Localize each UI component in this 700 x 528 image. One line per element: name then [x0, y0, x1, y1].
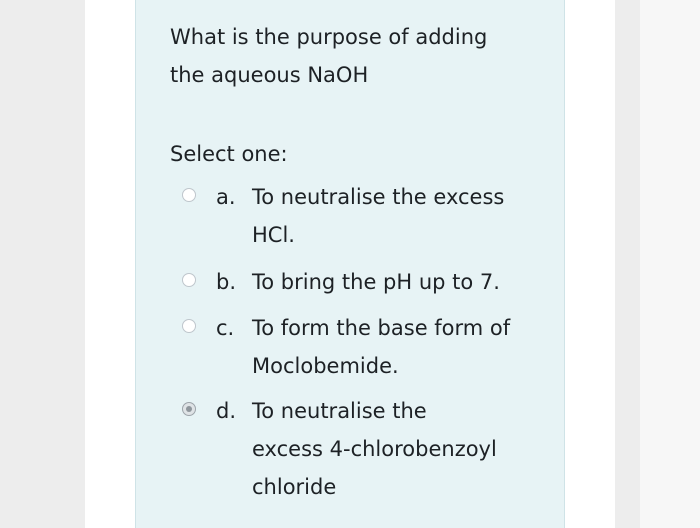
answer-option-a[interactable] [182, 178, 562, 254]
radio-button-b[interactable] [182, 273, 196, 287]
option-text-line: To neutralise the [252, 399, 427, 423]
option-text-line: excess 4-chlorobenzoyl [252, 437, 497, 461]
question-text [170, 18, 540, 94]
option-text-line: To bring the pH up to 7. [252, 270, 500, 294]
option-letter: c. [216, 316, 235, 340]
option-text [252, 392, 527, 506]
answer-option-b[interactable] [182, 263, 562, 301]
question-line-1: What is the purpose of adding [170, 25, 488, 49]
option-text-line: HCl. [252, 223, 295, 247]
radio-button-a[interactable] [182, 188, 196, 202]
radio-button-d[interactable] [182, 402, 196, 416]
answer-option-d[interactable] [182, 392, 562, 506]
option-letter: d. [216, 399, 237, 423]
option-text [252, 178, 527, 254]
option-text-line: To neutralise the excess [252, 185, 505, 209]
option-text-line: To form the base form of [252, 316, 511, 340]
question-card [135, 0, 565, 528]
option-text [252, 263, 527, 301]
select-prompt: Select one: [170, 142, 288, 166]
option-letter: a. [216, 185, 236, 209]
option-letter: b. [216, 270, 237, 294]
option-text-line: chloride [252, 475, 337, 499]
radio-button-c[interactable] [182, 319, 196, 333]
side-panel [640, 0, 700, 528]
option-text-line: Moclobemide. [252, 354, 399, 378]
option-text [252, 309, 527, 385]
question-line-2: the aqueous NaOH [170, 63, 369, 87]
answer-option-c[interactable] [182, 309, 562, 385]
